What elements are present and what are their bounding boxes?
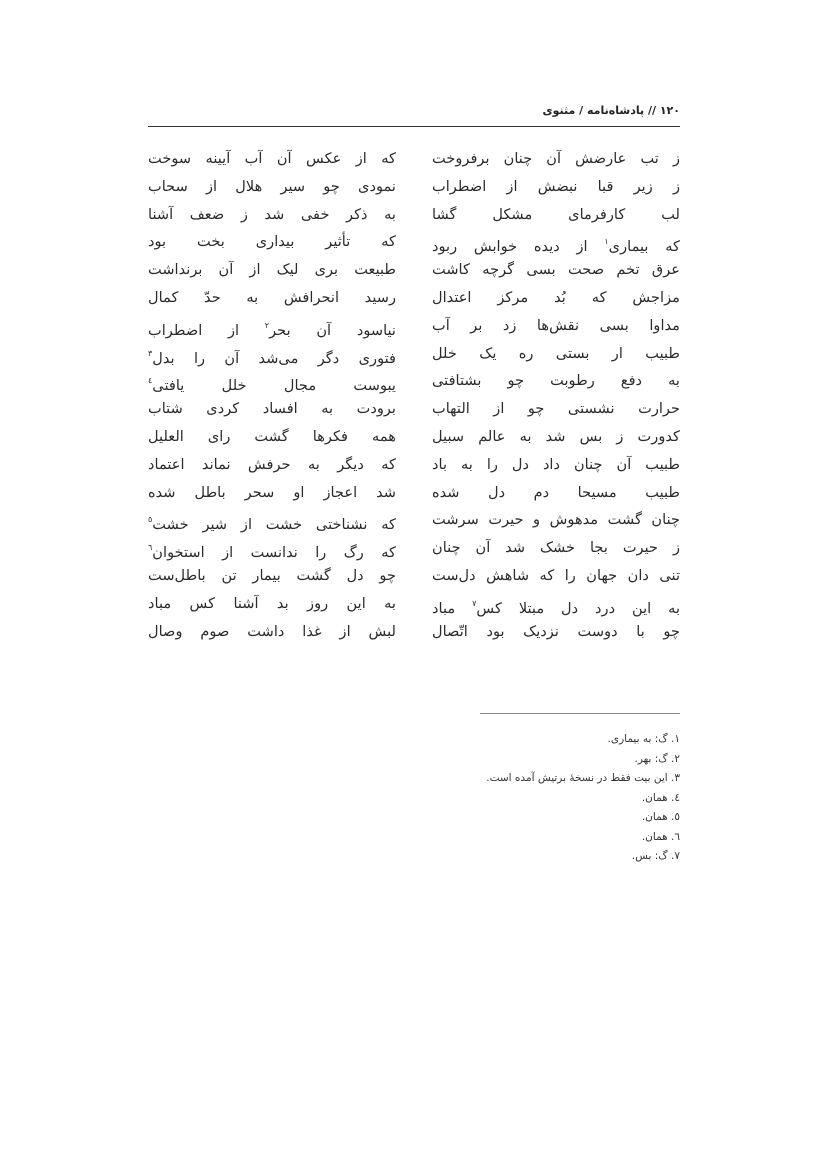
hemistich-second: نمودی چو سیر هلال از سحاب bbox=[148, 177, 396, 195]
header-separator: // bbox=[647, 104, 656, 117]
couplet bbox=[148, 176, 680, 204]
hemistich-first: مداوا بسی نقش‌ها زد بر آب bbox=[432, 316, 680, 334]
hemistich-second: یبوست مجال خلل یافتی$^٤$ bbox=[148, 376, 396, 395]
footnote-marker: ١ bbox=[604, 237, 609, 247]
couplet bbox=[148, 231, 680, 259]
book-title: پادشاه‌نامه bbox=[587, 104, 645, 117]
couplet bbox=[148, 593, 680, 621]
hemistich-first: به این درد دل مبتلا کس$^٧$ مباد bbox=[432, 598, 680, 617]
couplet bbox=[148, 287, 680, 315]
hemistich-second: فتوری دگر می‌شد آن را بدل$^٣$ bbox=[148, 348, 396, 367]
hemistich-first: لب کارفرمای مشکل گشا bbox=[432, 205, 680, 223]
running-header bbox=[148, 104, 680, 117]
footnote-marker: ٥ bbox=[148, 515, 153, 525]
couplet bbox=[148, 565, 680, 593]
couplet bbox=[148, 315, 680, 343]
hemistich-first: کدورت ز بس شد به عالم سبیل bbox=[432, 427, 680, 445]
footnote: ١. گ: به بیماری. bbox=[607, 733, 680, 745]
hemistich-second: همه فکرها گشت رای العلیل bbox=[148, 427, 396, 445]
hemistich-first: طبیب مسیحا دم دل شده bbox=[432, 483, 680, 501]
footnotes bbox=[300, 730, 680, 867]
footnote-marker: ٣ bbox=[148, 348, 153, 358]
page-number: ١٢٠ bbox=[659, 104, 680, 117]
hemistich-second: برودت به افساد کردی شتاب bbox=[148, 400, 396, 418]
hemistich-first: طبیب ار بستی ره یک خلل bbox=[432, 344, 680, 362]
hemistich-first: مزاجش که بُد مرکز اعتدال bbox=[432, 288, 680, 306]
hemistich-second: که رگ را ندانست از استخوان$^٦$ bbox=[148, 543, 396, 562]
header-slash: / bbox=[579, 104, 584, 117]
couplet bbox=[148, 343, 680, 371]
footnote-marker: ٢ bbox=[264, 320, 270, 330]
couplet bbox=[148, 426, 680, 454]
hemistich-second: که از عکس آن آب آیینه سوخت bbox=[148, 150, 396, 167]
header-rule bbox=[148, 126, 680, 127]
hemistich-second: چو دل گشت بیمار تن باطل‌ست bbox=[148, 566, 396, 584]
hemistich-first: تنی دان جهان را که شاهش دل‌ست bbox=[432, 566, 680, 584]
hemistich-first: ز تب عارضش آن چنان برفروخت bbox=[432, 150, 680, 167]
footnote: ٣. این بیت فقط در نسخهٔ برتیش آمده است. bbox=[486, 772, 680, 784]
footnote: ٥. همان. bbox=[641, 811, 680, 823]
hemistich-second: شد اعجاز او سحر باطل شده bbox=[148, 483, 396, 501]
couplet bbox=[148, 370, 680, 398]
footnote-marker: ٧ bbox=[472, 598, 477, 608]
footnote: ٤. همان. bbox=[641, 791, 680, 804]
hemistich-second: که تأثیر بیداری بخت بود bbox=[148, 233, 396, 251]
couplet bbox=[148, 537, 680, 565]
couplet bbox=[148, 148, 680, 176]
hemistich-second: به ذکر خفی شد ز ضعف آشنا bbox=[148, 205, 396, 223]
hemistich-first: ز حیرت بجا خشک شد آن چنان bbox=[432, 539, 680, 557]
hemistich-first: عرق تخم صحت بسی گرچه کاشت bbox=[432, 261, 680, 279]
hemistich-first: طبیب آن چنان داد دل را به باد bbox=[432, 455, 680, 473]
hemistich-second: که نشناختی خشت از شیر خشت$^٥$ bbox=[148, 515, 396, 534]
couplet bbox=[148, 621, 680, 649]
couplet bbox=[148, 454, 680, 482]
hemistich-first: چو با دوست نزدیک بود اتّصال bbox=[432, 622, 680, 640]
hemistich-second: که دیگر به حرفش نماند اعتماد bbox=[148, 455, 396, 473]
footnote: ٢. گ: بهر. bbox=[634, 752, 680, 765]
footnote: ٦. همان. bbox=[641, 830, 680, 843]
footnote-marker: ٤ bbox=[148, 376, 153, 386]
hemistich-first: حرارت نشستی چو از التهاب bbox=[432, 400, 680, 418]
couplet bbox=[148, 398, 680, 426]
hemistich-second: نیاسود آن بحر$^٢$ از اضطراب bbox=[148, 320, 396, 339]
section-title: مثنوی bbox=[542, 104, 576, 117]
hemistich-second: رسید انحرافش به حدّ کمال bbox=[148, 288, 396, 306]
couplet bbox=[148, 509, 680, 537]
hemistich-first: ز زیر قبا نبضش از اضطراب bbox=[432, 177, 680, 195]
footnote-rule bbox=[480, 713, 680, 714]
hemistich-second: طبیعت بری لیک از آن برنداشت bbox=[148, 261, 396, 279]
poem-body bbox=[148, 148, 680, 648]
couplet bbox=[148, 259, 680, 287]
couplet bbox=[148, 204, 680, 232]
hemistich-first: چنان گشت مدهوش و حیرت سرشت bbox=[432, 511, 680, 529]
footnote: ٧. گ: بس. bbox=[631, 850, 680, 862]
hemistich-first: که بیماری$^١$ از دیده خوابش ربود bbox=[432, 237, 680, 256]
hemistich-first: به دفع رطوبت چو بشتافتی bbox=[432, 372, 680, 390]
hemistich-second: به این روز بد آشنا کس مباد bbox=[148, 594, 396, 612]
hemistich-second: لبش از غذا داشت صوم وصال bbox=[148, 622, 396, 640]
couplet bbox=[148, 482, 680, 510]
footnote-marker: ٦ bbox=[148, 543, 153, 553]
